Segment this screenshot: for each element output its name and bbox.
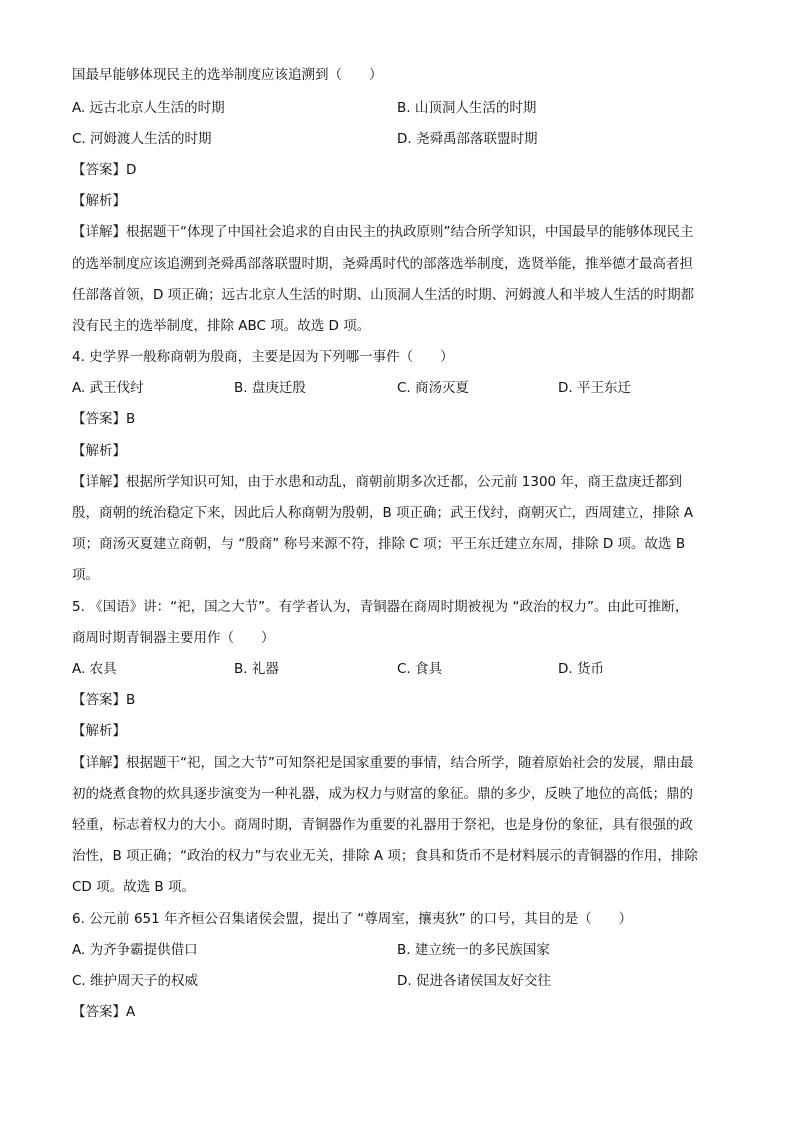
q5-detail-line: 【详解】根据题干“祀，国之大节”可知祭祀是国家重要的事情，结合所学，随着原始社会的发展，鼎由最 — [72, 755, 694, 771]
q4-option-a[interactable]: A. 武王伐纣 — [72, 380, 144, 396]
q6-option-c[interactable]: C. 维护周天子的权威 — [72, 973, 199, 989]
q3-detail-line: 【详解】根据题干“体现了中国社会追求的自由民主的执政原则”结合所学知识，中国最早的能够体现民主 — [72, 224, 694, 240]
q3-option-b[interactable]: B. 山顶洞人生活的时期 — [397, 100, 537, 116]
q3-detail-line: 的选举制度应该追溯到尧舜禹部落联盟时期，尧舜禹时代的部落选举制度，选贤举能，推举德才最高者担 — [72, 256, 693, 272]
q5-option-d[interactable]: D. 货币 — [558, 661, 604, 677]
q6-option-d[interactable]: D. 促进各诸侯国友好交往 — [397, 973, 551, 989]
q3-option-d[interactable]: D. 尧舜禹部落联盟时期 — [397, 131, 538, 147]
q3-option-c[interactable]: C. 河姆渡人生活的时期 — [72, 131, 212, 147]
q4-analysis-label: 【解析】 — [72, 443, 126, 459]
q5-detail-line: 初的烧煮食物的炊具逐步演变为一种礼器，成为权力与财富的象征。鼎的多少，反映了地位的高低；鼎的 — [72, 786, 693, 802]
q4-option-d[interactable]: D. 平王东迁 — [558, 380, 631, 396]
q5-stem-line: 商周时期青铜器主要用作（ ） — [72, 630, 275, 646]
q5-detail-line: 轻重，标志着权力的大小。商周时期，青铜器作为重要的礼器用于祭祀，也是身份的象征，具有很强的政 — [72, 817, 693, 833]
q6-option-b[interactable]: B. 建立统一的多民族国家 — [397, 942, 550, 958]
q6-option-a[interactable]: A. 为齐争霸提供借口 — [72, 942, 198, 958]
q3-detail-line: 任部落首领，D 项正确；远古北京人生活的时期、山顶洞人生活的时期、河姆渡人和半坡人生活的时期都 — [72, 287, 695, 303]
q5-option-c[interactable]: C. 食具 — [397, 661, 443, 677]
q4-stem: 4. 史学界一般称商朝为殷商，主要是因为下列哪一事件（ ） — [72, 349, 454, 365]
q3-stem: 国最早能够体现民主的选举制度应该追溯到（ ） — [72, 67, 383, 83]
q5-option-b[interactable]: B. 礼器 — [234, 661, 279, 677]
q4-detail-line: 项。 — [72, 567, 99, 583]
q3-answer: 【答案】D — [72, 162, 137, 178]
q5-detail-line: 治性，B 项正确；“政治的权力”与农业无关，排除 A 项；食具和货币不是材料展示的青铜器的作用，排除 — [72, 848, 698, 864]
q4-answer: 【答案】B — [72, 411, 136, 427]
q4-detail-line: 项；商汤灭夏建立商朝，与 “殷商” 称号来源不符，排除 C 项；平王东迁建立东周，排除 D 项。故选 B — [72, 536, 686, 552]
q4-option-b[interactable]: B. 盘庚迁殷 — [234, 380, 306, 396]
q5-analysis-label: 【解析】 — [72, 723, 126, 739]
q3-detail-line: 没有民主的选举制度，排除 ABC 项。故选 D 项。 — [72, 318, 371, 334]
q3-option-a[interactable]: A. 远古北京人生活的时期 — [72, 100, 225, 116]
q3-analysis-label: 【解析】 — [72, 193, 126, 209]
q4-option-c[interactable]: C. 商汤灭夏 — [397, 380, 470, 396]
q5-detail-line: CD 项。故选 B 项。 — [72, 879, 195, 895]
q4-detail-line: 殷，商朝的统治稳定下来，因此后人称商朝为殷朝，B 项正确；武王伐纣，商朝灭亡，西周建立，排除 A — [72, 505, 694, 521]
q5-answer: 【答案】B — [72, 692, 136, 708]
q4-detail-line: 【详解】根据所学知识可知，由于水患和动乱，商朝前期多次迁都，公元前 1300 年，商王盘庚迁都到 — [72, 474, 682, 490]
q6-stem: 6. 公元前 651 年齐桓公召集诸侯会盟，提出了 “尊周室，攘夷狄” 的口号，其目的是（ ） — [72, 911, 633, 927]
q6-answer: 【答案】A — [72, 1004, 136, 1020]
q5-option-a[interactable]: A. 农具 — [72, 661, 117, 677]
q5-stem-line: 5. 《国语》讲：“祀，国之大节”。有学者认为，青铜器在商周时期被视为 “政治的权力”。由此可推断， — [72, 599, 689, 615]
